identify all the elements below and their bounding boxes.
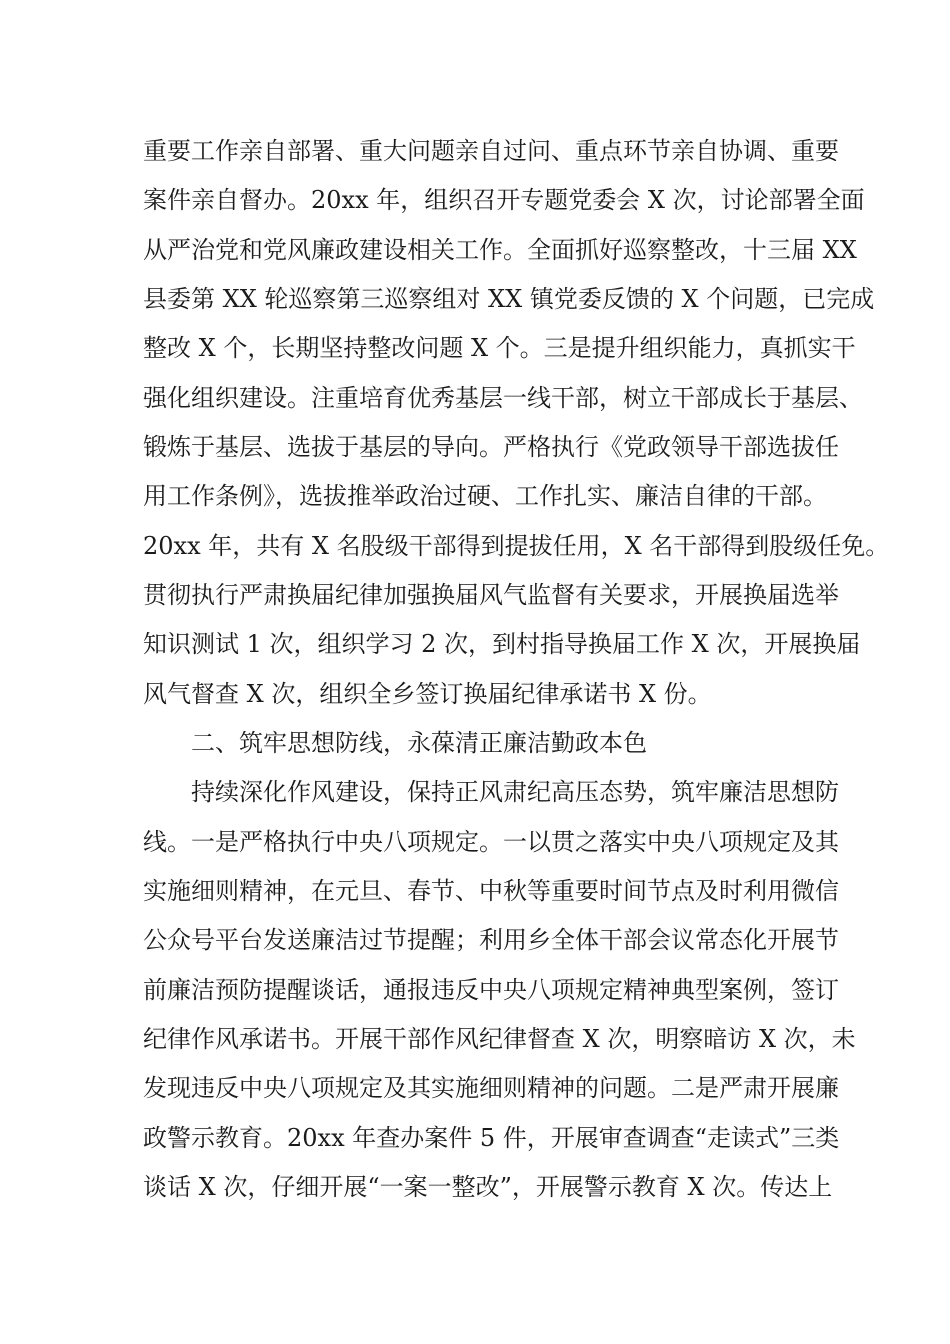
text-line: 县委第 XX 轮巡察第三巡察组对 XX 镇党委反馈的 X 个问题，已完成 [143,285,875,313]
text-line: 从严治党和党风廉政建设相关工作。全面抓好巡察整改，十三届 XX [143,236,857,264]
text-line: 整改 X 个，长期坚持整改问题 X 个。三是提升组织能力，真抓实干 [143,334,856,362]
text-line: 纪律作风承诺书。开展干部作风纪律督查 X 次，明察暗访 X 次，未 [143,1025,856,1053]
text-line: 发现违反中央八项规定及其实施细则精神的问题。二是严肃开展廉 [143,1074,839,1102]
text-line: 贯彻执行严肃换届纪律加强换届风气监督有关要求，开展换届选举 [143,581,839,609]
text-line: 谈话 X 次，仔细开展“一案一整改”，开展警示教育 X 次。传达上 [143,1173,833,1201]
text-line: 线。一是严格执行中央八项规定。一以贯之落实中央八项规定及其 [143,828,839,856]
text-line: 20xx 年，共有 X 名股级干部得到提拔任用，X 名干部得到股级任免。 [143,532,890,560]
text-line: 实施细则精神，在元旦、春节、中秋等重要时间节点及时利用微信 [143,877,839,905]
text-line: 锻炼于基层、选拔于基层的导向。严格执行《党政领导干部选拔任 [143,433,839,461]
text-line: 知识测试 1 次，组织学习 2 次，到村指导换届工作 X 次，开展换届 [143,630,861,658]
text-line: 政警示教育。20xx 年查办案件 5 件，开展审查调查“走读式”三类 [143,1124,840,1152]
text-line: 强化组织建设。注重培育优秀基层一线干部，树立干部成长于基层、 [143,384,863,412]
text-line: 重要工作亲自部署、重大问题亲自过问、重点环节亲自协调、重要 [143,137,839,165]
text-line: 前廉洁预防提醒谈话，通报违反中央八项规定精神典型案例，签订 [143,976,839,1004]
text-line: 风气督查 X 次，组织全乡签订换届纪律承诺书 X 份。 [143,680,712,708]
text-line: 案件亲自督办。20xx 年，组织召开专题党委会 X 次，讨论部署全面 [143,186,865,214]
text-line: 用工作条例》，选拔推举政治过硬、工作扎实、廉洁自律的干部。 [143,482,827,510]
text-line: 持续深化作风建设，保持正风肃纪高压态势，筑牢廉洁思想防 [191,778,839,806]
section-heading: 二、筑牢思想防线，永葆清正廉洁勤政本色 [191,729,647,757]
text-line: 公众号平台发送廉洁过节提醒；利用乡全体干部会议常态化开展节 [143,926,839,954]
